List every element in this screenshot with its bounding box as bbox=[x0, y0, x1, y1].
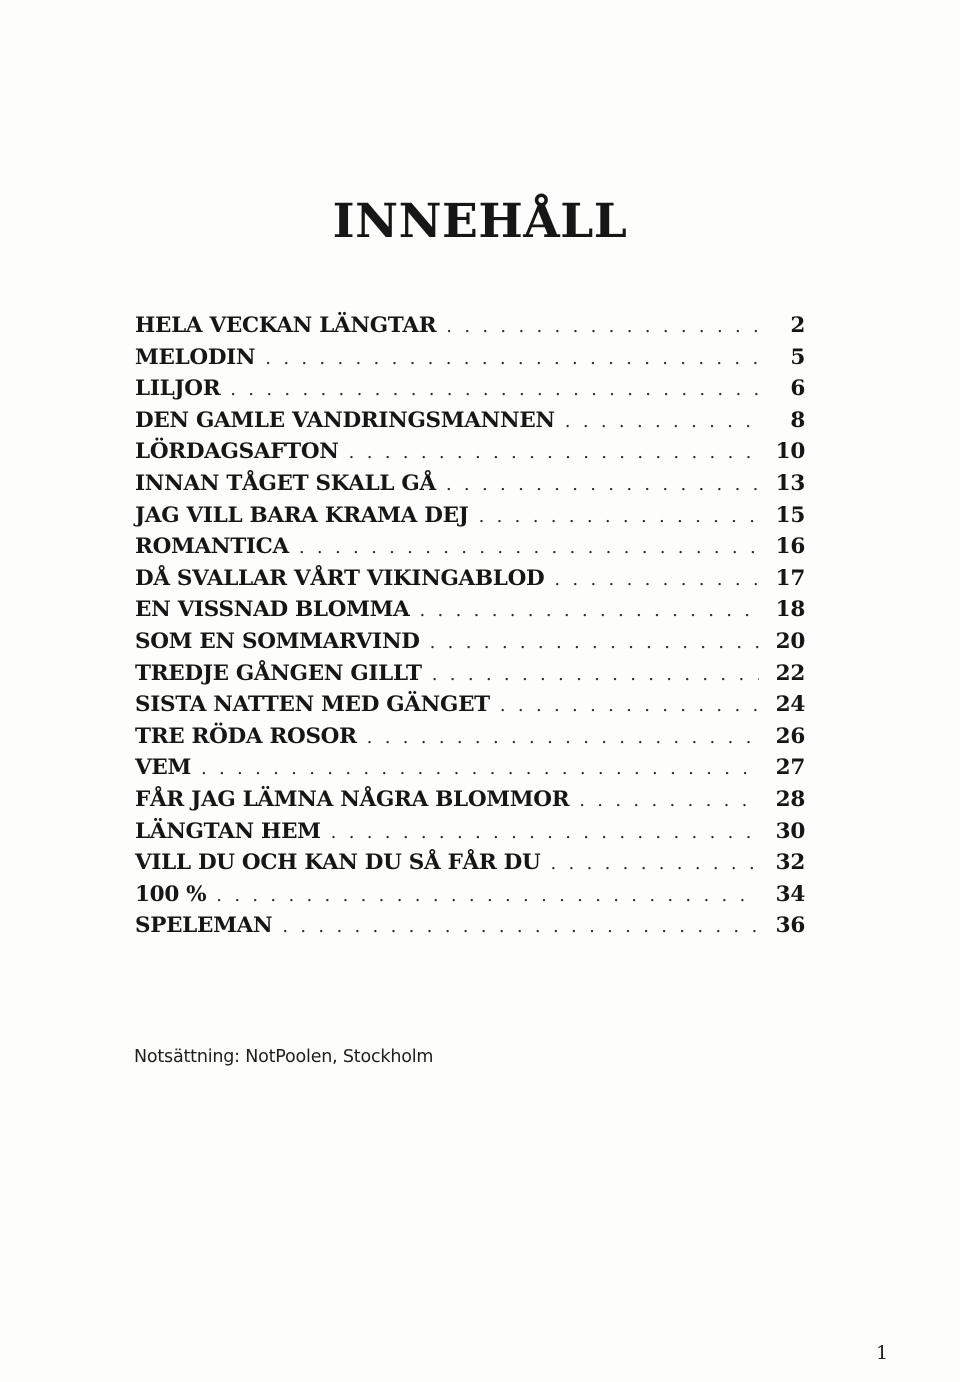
toc-entry-page: 8 bbox=[790, 407, 805, 433]
toc-entry[interactable] bbox=[135, 597, 805, 629]
typesetting-credit: Notsättning: NotPoolen, Stockholm bbox=[134, 1047, 434, 1067]
toc-dot-leader bbox=[265, 348, 759, 369]
toc-entry[interactable] bbox=[135, 471, 805, 503]
toc-dot-leader bbox=[550, 853, 759, 874]
toc-entry-title: EN VISSNAD BLOMMA bbox=[135, 597, 410, 623]
toc-entry[interactable] bbox=[135, 629, 805, 661]
toc-entry[interactable] bbox=[135, 566, 805, 598]
page-number: 1 bbox=[876, 1342, 889, 1364]
toc-entry-page: 10 bbox=[775, 439, 805, 465]
toc-entry-page: 20 bbox=[775, 628, 805, 654]
toc-entry-title: SOM EN SOMMARVIND bbox=[135, 628, 420, 654]
toc-entry-page: 30 bbox=[775, 818, 805, 844]
toc-entry-title: JAG VILL BARA KRAMA DEJ bbox=[135, 502, 469, 528]
toc-entry-title: TREDJE GÅNGEN GILLT bbox=[135, 660, 422, 686]
toc-dot-leader bbox=[420, 600, 759, 621]
toc-entry[interactable] bbox=[135, 787, 805, 819]
toc-entry[interactable] bbox=[135, 345, 805, 377]
toc-dot-leader bbox=[230, 379, 759, 400]
toc-entry-title: ROMANTICA bbox=[135, 534, 289, 560]
toc-entry-page: 22 bbox=[775, 660, 805, 686]
toc-entry-page: 16 bbox=[775, 534, 805, 560]
toc-entry-title: SISTA NATTEN MED GÄNGET bbox=[135, 692, 490, 718]
toc-entry-page: 17 bbox=[775, 565, 805, 591]
toc-entry-page: 26 bbox=[775, 723, 805, 749]
toc-entry[interactable] bbox=[135, 882, 805, 914]
toc-entry[interactable] bbox=[135, 724, 805, 756]
toc-dot-leader bbox=[500, 695, 759, 716]
toc-entry-title: FÅR JAG LÄMNA NÅGRA BLOMMOR bbox=[135, 786, 570, 812]
toc-entry[interactable] bbox=[135, 534, 805, 566]
toc-entry[interactable] bbox=[135, 376, 805, 408]
toc-entry[interactable] bbox=[135, 692, 805, 724]
toc-entry[interactable] bbox=[135, 819, 805, 851]
toc-entry-title: DÅ SVALLAR VÅRT VIKINGABLOD bbox=[135, 565, 545, 591]
toc-dot-leader bbox=[554, 569, 759, 590]
toc-dot-leader bbox=[331, 822, 759, 843]
toc-entry-page: 28 bbox=[775, 786, 805, 812]
toc-entry[interactable] bbox=[135, 439, 805, 471]
toc-dot-leader bbox=[201, 758, 759, 779]
toc-dot-leader bbox=[216, 885, 759, 906]
toc-dot-leader bbox=[446, 316, 759, 337]
toc-entry-title: SPELEMAN bbox=[135, 913, 273, 939]
toc-entry-title: VEM bbox=[135, 755, 191, 781]
toc-dot-leader bbox=[446, 474, 759, 495]
toc-entry-title: LÄNGTAN HEM bbox=[135, 818, 321, 844]
toc-dot-leader bbox=[565, 411, 759, 432]
toc-dot-leader bbox=[367, 727, 759, 748]
toc-entry-title: MELODIN bbox=[135, 344, 256, 370]
toc-entry-title: DEN GAMLE VANDRINGSMANNEN bbox=[135, 407, 555, 433]
toc-entry-page: 13 bbox=[775, 470, 805, 496]
toc-entry-page: 24 bbox=[775, 692, 805, 718]
toc-dot-leader bbox=[430, 632, 759, 653]
toc-entry-page: 15 bbox=[775, 502, 805, 528]
toc-dot-leader bbox=[299, 537, 759, 558]
toc-entry[interactable] bbox=[135, 913, 805, 945]
toc-entry[interactable] bbox=[135, 313, 805, 345]
table-of-contents bbox=[135, 313, 805, 945]
toc-entry[interactable] bbox=[135, 850, 805, 882]
toc-entry-page: 18 bbox=[775, 597, 805, 623]
toc-entry-title: INNAN TÅGET SKALL GÅ bbox=[135, 470, 436, 496]
toc-dot-leader bbox=[579, 790, 759, 811]
toc-entry-title: TRE RÖDA ROSOR bbox=[135, 723, 357, 749]
toc-entry-page: 34 bbox=[775, 881, 805, 907]
toc-entry[interactable] bbox=[135, 408, 805, 440]
toc-dot-leader bbox=[479, 506, 759, 527]
toc-entry-page: 6 bbox=[790, 376, 805, 402]
toc-entry-title: LÖRDAGSAFTON bbox=[135, 439, 339, 465]
toc-entry-title: LILJOR bbox=[135, 376, 221, 402]
toc-entry-title: 100 % bbox=[135, 881, 207, 907]
toc-entry-title: VILL DU OCH KAN DU SÅ FÅR DU bbox=[135, 850, 541, 876]
toc-dot-leader bbox=[349, 442, 759, 463]
page-title: INNEHÅLL bbox=[332, 194, 628, 249]
toc-entry[interactable] bbox=[135, 661, 805, 693]
toc-entry-page: 32 bbox=[775, 850, 805, 876]
toc-entry-page: 27 bbox=[775, 755, 805, 781]
toc-entry-title: HELA VECKAN LÄNGTAR bbox=[135, 313, 437, 338]
toc-dot-leader bbox=[282, 916, 759, 937]
toc-entry[interactable] bbox=[135, 755, 805, 787]
toc-entry-page: 36 bbox=[775, 913, 805, 939]
toc-entry[interactable] bbox=[135, 503, 805, 535]
toc-entry-page: 2 bbox=[790, 313, 805, 338]
toc-entry-page: 5 bbox=[790, 344, 805, 370]
toc-dot-leader bbox=[432, 664, 759, 685]
